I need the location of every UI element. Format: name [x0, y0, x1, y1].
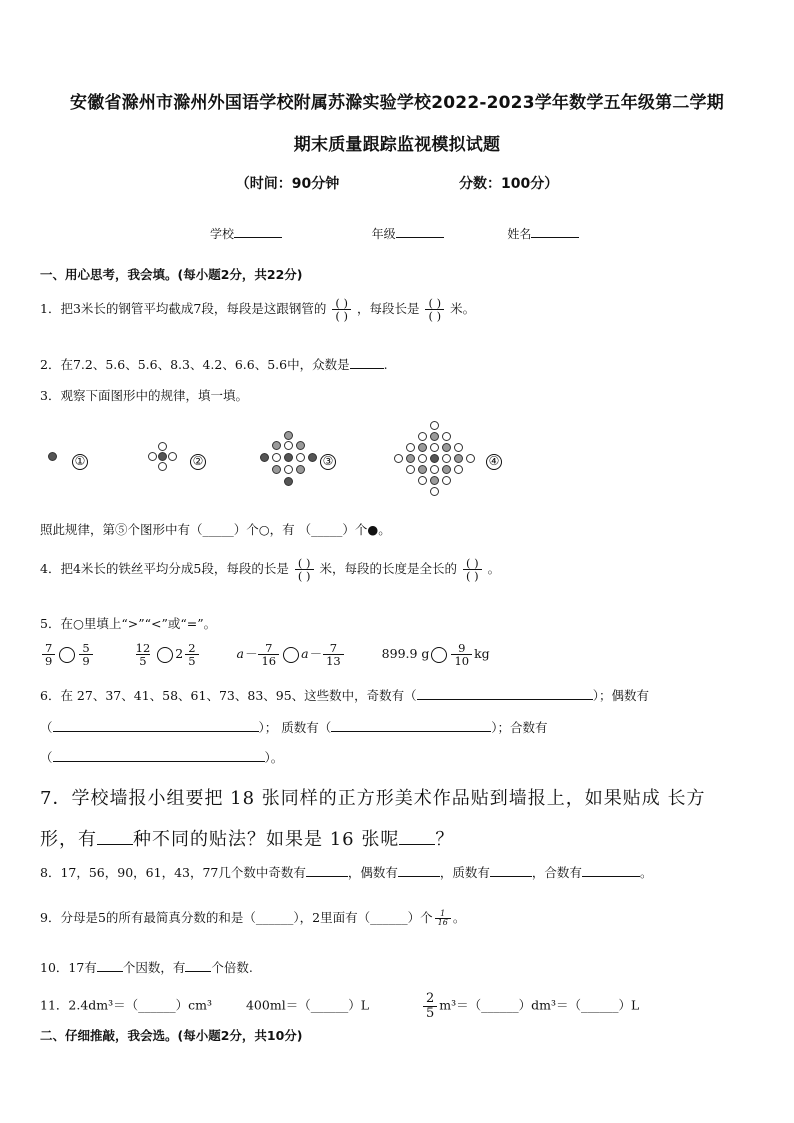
question-1: 1．把3米长的钢管平均截成7段，每段是这跟钢管的 $\frac{( )}{( )}$ ，每段长是 $\frac{( )}{( )}$ 米。: [40, 296, 476, 324]
name-blank[interactable]: [531, 237, 579, 238]
ways-blank-16[interactable]: [399, 844, 435, 845]
question-4: 4．把4米长的铁丝平均分成5段，每段的长是 $\frac{( )}{( )}$ 米，每段的长度是全长的 $\frac{( )}{( )}$ 。: [40, 556, 501, 584]
question-6-line2: （ ）； 质数有（ ）；合数有: [40, 720, 548, 735]
prime-blank[interactable]: [331, 731, 491, 732]
compare-circle[interactable]: [59, 647, 75, 663]
question-3-followup: 照此规律，第⑤个图形中有（_____）个○，有 （_____）个●。: [40, 522, 391, 537]
answer-fraction-1[interactable]: $\frac{( )}{( )}$: [332, 297, 351, 322]
factor-count-blank[interactable]: [97, 971, 123, 972]
question-9: 9．分母是5的所有最简真分数的和是（______），2里面有（______）个 $\frac{1}{16}$ 。: [40, 908, 466, 927]
odd-blank[interactable]: [306, 876, 348, 877]
compare-circle[interactable]: [431, 647, 447, 663]
question-10: 10．17有 个因数，有 个倍数.: [40, 960, 253, 975]
compare-item-1: $\frac{7}{9}$ $\frac{5}{9}$: [40, 646, 99, 661]
question-3: 3．观察下面图形中的规律，填一填。: [40, 388, 248, 403]
compare-item-3: a－ $\frac{7}{16}$ a－ $\frac{7}{13}$: [237, 646, 350, 661]
figure-label-1: ①: [72, 454, 88, 470]
school-blank[interactable]: [234, 237, 282, 238]
time-info: （时间：90分钟: [235, 176, 340, 192]
exam-title-line1: 安徽省滁州市滁州外国语学校附属苏滁实验学校2022-2023学年数学五年级第二学期: [70, 93, 724, 113]
question-2: 2．在7.2、5.6、5.6、8.3、4.2、6.6、5.6中，众数是 .: [40, 357, 388, 372]
question-7-line1: 7．学校墙报小组要把 18 张同样的正方形美术作品贴到墙报上，如果贴成 长方: [40, 788, 706, 809]
exam-meta: [0, 173, 794, 193]
school-label: 学校: [210, 227, 235, 241]
multiple-count-blank[interactable]: [185, 971, 211, 972]
question-6-line3: （ ）。: [40, 750, 284, 765]
name-label: 姓名: [507, 227, 532, 241]
even-blank[interactable]: [53, 731, 259, 732]
question-7-line2: 形，有 种不同的贴法？如果是 16 张呢 ？: [40, 829, 455, 850]
grade-label: 年级: [371, 227, 396, 241]
compare-circle[interactable]: [157, 647, 173, 663]
figure-label-3: ③: [320, 454, 336, 470]
figure-label-2: ②: [190, 454, 206, 470]
section-1-heading: 一、用心思考，我会填。(每小题2分，共22分): [40, 267, 303, 282]
odd-blank[interactable]: [417, 699, 593, 700]
compare-item-4: 899.9 g $\frac{9}{10}$ kg: [381, 641, 490, 669]
grade-blank[interactable]: [396, 237, 444, 238]
question-11: 11．2.4dm³＝（______）cm³ 400ml＝（______）L $\frac{2}{5}$ m³＝（______）dm³＝（______）L: [40, 991, 640, 1021]
student-fields: [210, 225, 579, 242]
question-6-line1: 6．在 27、37、41、58、61、73、83、95、这些数中，奇数有（ ）；偶数有: [40, 688, 649, 703]
exam-title-line2: 期末质量跟踪监视模拟试题: [293, 135, 501, 155]
even-blank[interactable]: [398, 876, 440, 877]
composite-blank[interactable]: [582, 876, 640, 877]
prime-blank[interactable]: [490, 876, 532, 877]
answer-fraction-4[interactable]: $\frac{( )}{( )}$: [463, 557, 482, 582]
answer-fraction-2[interactable]: $\frac{( )}{( )}$: [425, 297, 444, 322]
answer-blank[interactable]: [350, 368, 384, 369]
answer-fraction-3[interactable]: $\frac{( )}{( )}$: [295, 557, 314, 582]
question-8: 8．17，56，90，61，43，77几个数中奇数有 ，偶数有 ，质数有 ，合数有 。: [40, 865, 653, 880]
score-info: 分数：100分）: [459, 176, 559, 192]
question-5: 5．在○里填上“>”“<”或“=”。: [40, 616, 217, 631]
section-2-heading: 二、仔细推敲，我会选。(每小题2分，共10分): [40, 1028, 303, 1043]
figure-label-4: ④: [486, 454, 502, 470]
ways-blank-18[interactable]: [97, 844, 133, 845]
composite-blank[interactable]: [53, 761, 265, 762]
question-5-items: [40, 642, 490, 667]
compare-circle[interactable]: [283, 647, 299, 663]
compare-item-2: $\frac{12}{5}$ 2 $\frac{2}{5}$: [131, 646, 205, 661]
